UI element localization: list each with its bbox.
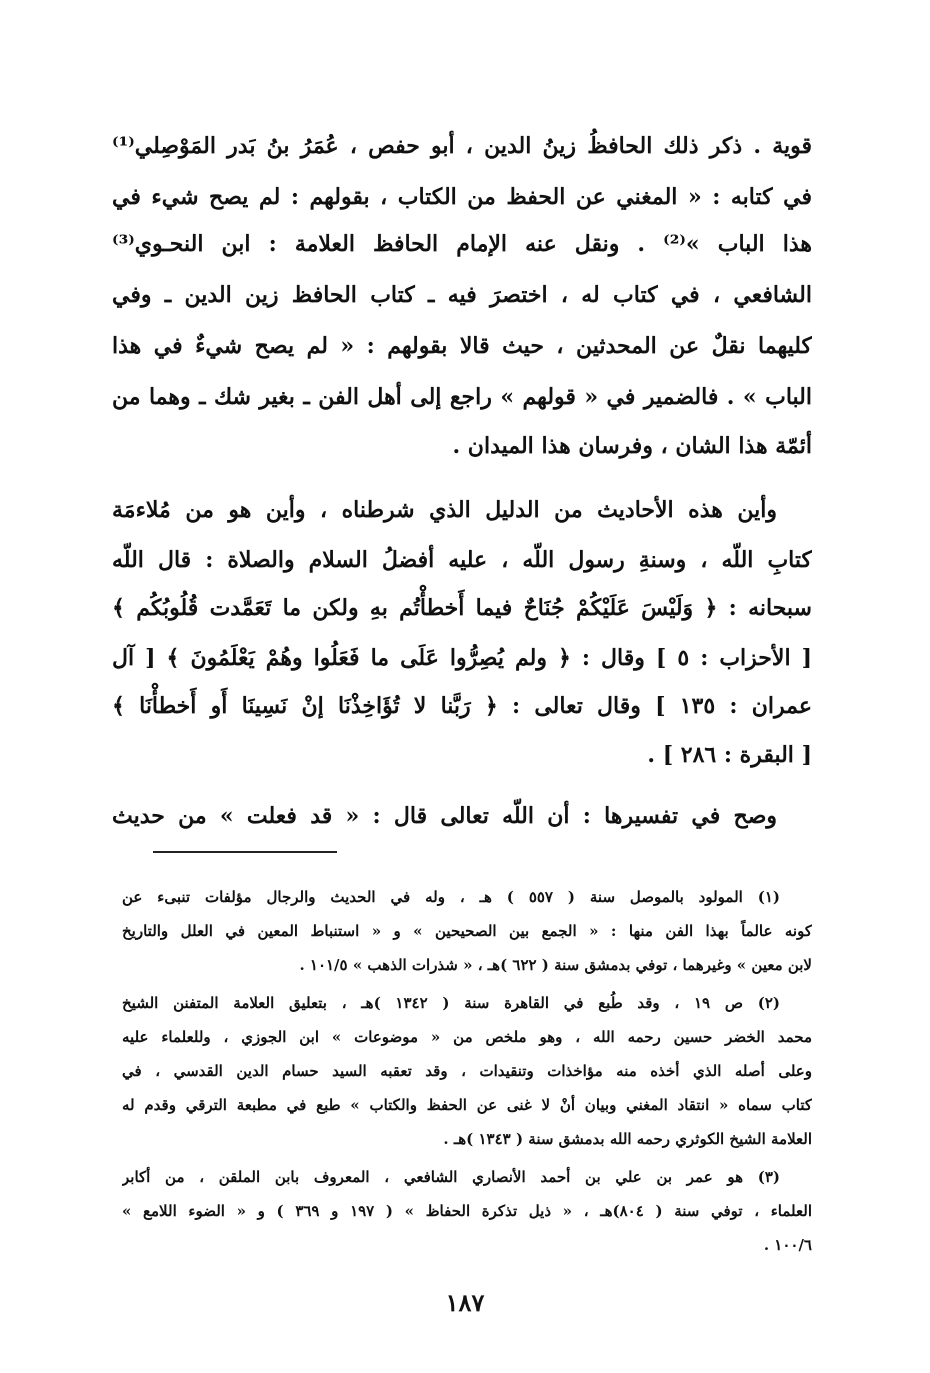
body-text-line: أئمّة هذا الشان ، وفرسان هذا الميدان . (452, 433, 812, 459)
footnote-line: العلامة الشيخ الكوثري رحمه الله بدمشق سنة ( ١٣٤٣ )هـ . (443, 1130, 812, 1148)
footnote-separator (153, 851, 337, 853)
body-text-line: هذا الباب »⁽²⁾ . ونقل عنه الإمام الحافظ العلامة : ابن النحـوي⁽³⁾ (112, 231, 812, 257)
footnote-line: (٣) هو عمر بن علي بن أحمد الأنصاري الشافعي ، المعروف بابن الملقن ، من أكابر (122, 1168, 780, 1186)
body-text-line: وصح في تفسيرها : أن اللّه تعالى قال : « قد فعلت » من حديث (112, 803, 777, 829)
footnote-line: وعلى أصله الذي أخذه منه مؤاخذات وتنقيدات ، وقد تعقبه السيد حسام الدين القدسي ، في (122, 1062, 812, 1080)
page-number: ١٨٧ (445, 1288, 485, 1317)
footnote-line: كتاب سماه « انتقاد المغني وبيان أنْ لا غنى عن الحفظ والكتاب » طبع في مطبعة الترقي وقدم له (122, 1096, 812, 1114)
body-text-line: في كتابه : « المغني عن الحفظ من الكتاب ، بقولهم : لم يصح شيء في (112, 184, 812, 210)
footnote-line: ١٠٠/٦ . (763, 1236, 812, 1254)
body-text-line: كتابِ اللّه ، وسنةِ رسول اللّه ، عليه أفضلُ السلام والصلاة : قال اللّه (112, 547, 812, 573)
quran-verse-line: سبحانه : ﴿ وَلَيْسَ عَلَيْكُمْ جُنَاحٌ فيما أَخطأْتُم بهِ ولكن ما تَعَمَّدت قُلُوبُكُم ﴾ (112, 595, 812, 621)
footnote-line: (٢) ص ١٩ ، وقد طُبع في القاهرة سنة ( ١٣٤٢ )هـ ، بتعليق العلامة المتفنن الشيخ (122, 994, 780, 1012)
body-text-line: [ البقرة : ٢٨٦ ] . (647, 742, 812, 768)
body-text-line: قوية . ذكر ذلك الحافظُ زينُ الدين ، أبو حفص ، عُمَرُ بنُ بَدر المَوْصِلي⁽¹⁾ (112, 133, 812, 159)
body-text-line: الشافعي ، في كتاب له ، اختصرَ فيه ـ كتاب الحافظ زين الدين ـ وفي (112, 282, 812, 308)
footnote-line: العلماء ، توفي سنة ( ٨٠٤)هـ ، « ذيل تذكرة الحفاظ » ( ١٩٧ و ٣٦٩ ) و « الضوء اللامع » (122, 1202, 812, 1220)
body-text-line: كليهما نقلٌ عن المحدثين ، حيث قالا بقولهم : « لم يصح شيءٌ في هذا (112, 333, 812, 359)
body-text-line: وأين هذه الأحاديث من الدليل الذي شرطناه ، وأين هو من مُلاءمَة (112, 497, 777, 523)
footnote-line: (١) المولود بالموصل سنة ( ٥٥٧ ) هـ ، وله في الحديث والرجال مؤلفات تنبىء عن (122, 888, 780, 906)
quran-verse-line: [ الأحزاب : ٥ ] وقال : ﴿ ولم يُصِرُّوا عَلَى ما فَعَلُوا وهُمْ يَعْلَمُونَ ﴾ [ آل (112, 645, 812, 671)
body-text-line: الباب » . فالضمير في « قولهم » راجع إلى أهل الفن ـ بغير شك ـ وهما من (112, 384, 812, 410)
footnote-line: كونه عالماً بهذا الفن منها : « الجمع بين الصحيحين » و « استنباط المعين في العلل والتاريخ (122, 922, 812, 940)
footnote-line: لابن معين » وغيرهما ، توفي بدمشق سنة ( ٦٢٢ )هـ ، « شذرات الذهب » ١٠١/٥ . (299, 956, 812, 974)
footnote-line: محمد الخضر حسين رحمه الله ، وهو ملخص من « موضوعات » ابن الجوزي ، وللعلماء عليه (122, 1028, 812, 1046)
quran-verse-line: عمران : ١٣٥ ] وقال تعالى : ﴿ رَبَّنا لا تُؤَاخِذْنَا إنْ نَسِينَا أَو أَخطأْنَا ﴾ (112, 693, 812, 719)
